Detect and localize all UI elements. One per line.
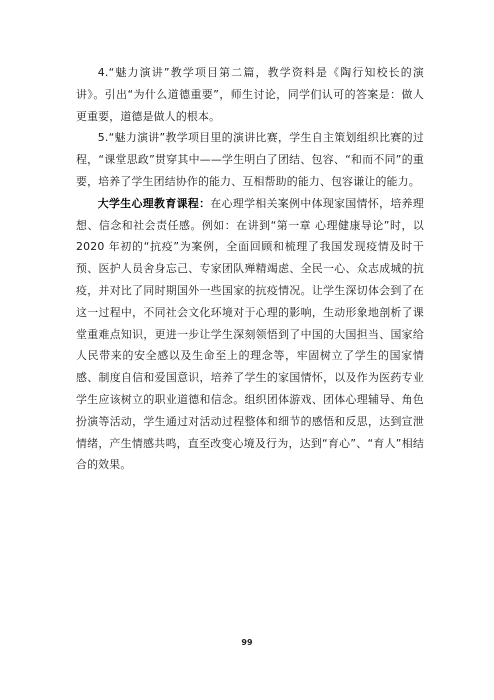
section-heading: 大学生心理教育课程： bbox=[97, 196, 211, 210]
paragraph-magic-speech-part-two bbox=[76, 62, 424, 127]
paragraph-psychology-course bbox=[76, 193, 424, 476]
page-number: 99 bbox=[241, 638, 253, 647]
paragraph-speech-contest bbox=[76, 127, 424, 192]
paragraph-text: 4.“魅力演讲”教学项目第二篇，教学资料是《陶行知校长的演讲》。引出“为什么道德重要”，师生讨论，同学们认可的答案是：做人更重要，道德是做人的根本。 bbox=[76, 66, 424, 123]
paragraph-text: 5.“魅力演讲”教学项目里的演讲比赛，学生自主策划组织比赛的过程，“课堂思政”贯穿其中——学生明白了团结、包容、“和而不同”的重要，培养了学生团结协作的能力、互相帮助的能力、包容谦让的能力。 bbox=[76, 131, 424, 188]
page-body bbox=[76, 62, 424, 476]
paragraph-text: 在心理学相关案例中体现家国情怀，培养理想、信念和社会责任感。例如：在讲到“第一章 心理健康导论”时，以 2020 年初的“抗疫”为案例，全面回顾和梳理了我国发现疫情及时干预、医护人员舍身忘己、专家团队殚精竭虑、全民一心、众志成城的抗疫，并对比了同时期国外一些国家的抗疫情况。让学生深切体会到了在这一过程中，不同社会文化环境对于心理的影响，生动形象地剖析了课堂重难点知识，更进一步让学生深刻领悟到了中国的大国担当、国家给人民带来的安全感以及生命至上的理念等，牢固树立了学生的国家情感、制度自信和爱国意识，培养了学生的家国情怀，以及作为医药专业学生应该树立的职业道德和信念。组织团体游戏、团体心理辅导、角色扮演等活动，学生通过对活动过程整体和细节的感悟和反思，达到宣泄情绪，产生情感共鸣，直至改变心境及行为，达到“育心”、“育人”相结合的效果。 bbox=[76, 196, 424, 472]
